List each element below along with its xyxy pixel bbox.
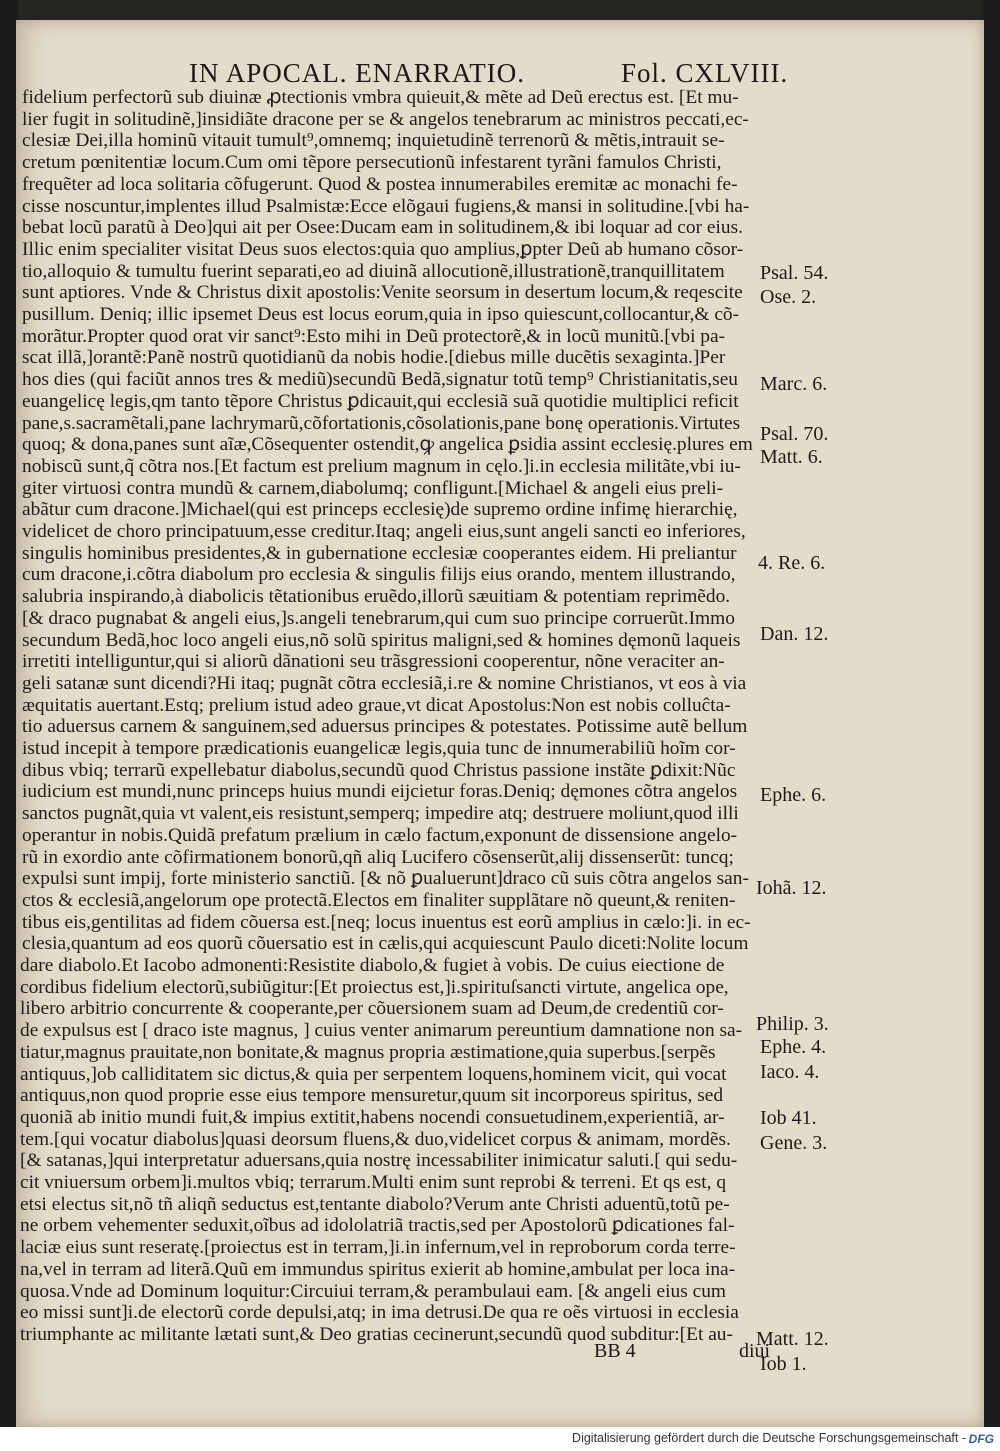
text-line: [& draco pugnabat & angeli eius,]s.angeli tenebrarum,qui cum suo principe corruerũt.Immo (22, 607, 735, 629)
text-line: salubria inspirando,à diabolicis tẽtationibus eruẽdo,illorũ sæuitiam & potentiam reprimẽdo. (22, 586, 731, 608)
text-line: na,vel in terram ad literã.Quũ em immundus spiritus exierit ab homine,ambulat per loca ina- (20, 1258, 736, 1280)
running-title: IN APOCAL. ENARRATIO. (189, 58, 526, 88)
text-line: bebat locũ paratũ à Deo]qui ait per Osee:Ducam eam in solitudinem,& ibi loquar ad cor eius. (22, 217, 743, 239)
text-line: istud incepit à tempore prædicationis euangelicæ legis,quia tunc de innumerabiliũ hoĩm cor- (22, 738, 736, 759)
text-line: scat illã,]orantẽ:Panẽ nostrũ quotidianũ da nobis hodie.[diebus mille ducẽtis sexaginta.]Per (22, 347, 726, 369)
text-line: operantur in nobis.Quidã prefatum prælium in cælo factum,exponunt de dissensione angelo- (22, 824, 738, 846)
text-line: lier fugit in solitudinẽ,]insidiãte dracone per se & angelos tenebrarum ac ministros peccati,ec- (22, 108, 749, 130)
text-line: libero arbitrio concurrente & cooperante,per cõuersionem suam ad Deum,de credentiũ cor- (20, 998, 724, 1020)
margin-note: Iob 1. (760, 1353, 807, 1375)
text-line: Illic enim specialiter visitat Deus suos electos:quia quo amplius,ꝑpter Deũ ab humano cõsor- (22, 238, 744, 260)
text-line: [& satanas,]qui interpretatur aduersans,quia nostrę incessabiliter inimicatur saluti.[ qui sedu- (20, 1150, 738, 1172)
text-line: tio aduersus carnem & sanguinem,sed aduersus principes & potestates. Potissime autẽ bellum (22, 716, 748, 738)
text-line: triumphante ac militante lætati sunt,& Deo gratias cecinerunt,secundũ quod subditur:[Et au- (20, 1323, 733, 1345)
text-line: secundum Bedã,hoc loco angeli eius,nõ solũ spiritus maligni,sed & homines dęmonũ laqueis (22, 629, 741, 651)
text-line: cretum pœnitentiæ locum.Cum omi tẽpore persecutionũ infestarent tyrãni famulos Christi, (22, 152, 722, 174)
text-line: morãtur.Propter quod orat vir sanct⁹:Esto mihi in Deũ protectorẽ,& in locũ munitũ.[vbi pa- (22, 325, 726, 347)
margin-note: Psal. 54. (760, 262, 829, 284)
text-line: quoq; & dona,panes sunt aĩæ,Cõsequenter ostendit,ꝙ angelica ꝑsidia assint ecclesię.plures em (22, 434, 753, 456)
margin-note: Ephe. 4. (760, 1036, 827, 1058)
text-line: singulis hominibus presidentes,& in gubernatione ecclesiæ cooperantes eidem. Hi preliantur (22, 542, 737, 564)
text-line: ne orbem vehementer seduxit,oĩbus ad idololatriã tractis,sed per Apostolorũ ꝑdicationes fal- (20, 1215, 735, 1237)
margin-note: Matt. 12. (756, 1328, 829, 1350)
margin-note: Gene. 3. (760, 1132, 828, 1154)
text-line: cit vniuersum orbem]i.multos vbiq; terrarum.Multi enim sunt reprobi & terreni. Et qs est, q (20, 1172, 727, 1193)
margin-note: Iaco. 4. (760, 1061, 820, 1083)
margin-note: Marc. 6. (760, 373, 828, 395)
catchword: diui (739, 1340, 771, 1362)
scan-frame-top (0, 0, 1000, 22)
text-line: cisse noscuntur,implentes illud Psalmistæ:Ecce elõgaui fugiens,& mansi in solitudine.[vbi ha- (22, 195, 750, 217)
text-line: fidelium perfectorũ sub diuinæ ꝓtectionis vmbra quieuit,& mẽte ad Deũ erectus est. [Et mu- (22, 87, 739, 108)
margin-note: Iob 41. (760, 1107, 817, 1129)
text-line: antiquus,non quod proprie esse eius tempore mensuretur,quum sit incorporeus spiritus, sed (20, 1085, 724, 1107)
margin-note: Matt. 6. (760, 446, 823, 468)
text-line: sanctos pugnãt,quia vt valent,eis resistunt,semperq; impedire atq; destruere moliunt,quod illi (22, 803, 739, 825)
text-line: sunt aptiores. Vnde & Christus dixit apostolis:Venite seorsum in desertum locum,& reqescite (22, 282, 743, 304)
margin-note: Ephe. 6. (760, 784, 827, 806)
text-line: de expulsus est [ draco iste magnus, ] cuius venter animarum pereuntium damnatione non sa- (20, 1020, 743, 1042)
book-page (16, 20, 984, 1427)
text-line: tem.[qui vocatur diabolus]quasi deorsum fluens,& duo,videlicet corpus & animam, mordẽs. (20, 1128, 731, 1150)
text-line: geli satanæ sunt dicendi?Hi itaq; pugnãt cõtra ecclesiã,i.re & nomine Christianos, vt eos à via (22, 672, 747, 694)
text-line: tiatur,magnus prauitate,non bonitate,& magnus propria æstimatione,quia superbus.[serpẽs (20, 1041, 716, 1063)
text-line: giter virtuosi contra mundũ & carnem,diabolumq; confligunt.[Michael & angeli eius preli- (22, 477, 724, 499)
text-line: cum dracone,i.cõtra diabolum pro ecclesia & singulis filijs eius orando, mentem illustrando, (22, 564, 736, 586)
text-line: tio,alloquio & tumultu fuerint separati,eo ad diuinã allocutionẽ,illustrationẽ,tranquillitatem (22, 260, 725, 282)
text-line: dibus vbiq; terrarũ expellebatur diabolus,secundũ quod Christus passione instãte ꝑdixit:Nũc (22, 759, 736, 781)
text-line: pusillum. Deniq; illic ipsemet Deus est locus eorum,quia in ipso quiescunt,collocantur,& cõ- (22, 304, 740, 325)
text-line: irretiti intelliguntur,qui si aliorũ dãnationi seu trãsgressioni cooperentur, nõne veraciter an- (22, 651, 725, 673)
text-line: pane,s.sacramẽtali,pane lachrymarũ,cõfortationis,cõsolationis,pane bonę operationis.Virtutes (22, 412, 741, 434)
text-line: nobiscũ sunt,q̃ cõtra nos.[Et factum est prelium magnum in cęlo.]i.in ecclesia militãte,vbi iu- (22, 455, 741, 477)
text-line: abãtur cum dracone.]Michael(qui est princeps ecclesię)de supremo ordine infimę hierarchię, (22, 499, 738, 521)
text-line: iudicium est mundi,nunc princeps huius mundi eijcietur foras.Deniq; dęmones cõtra angelos (22, 781, 738, 803)
text-line: clesia,quantum ad eos quorũ cõuersatio est in cælis,qui acquiescunt Paulo diceti:Nolite locum (22, 933, 749, 955)
margin-note: 4. Re. 6. (758, 552, 826, 574)
folio-number: Fol. CXLVIII. (621, 58, 789, 88)
text-line: quoniã ab initio mundi fuit,& impius extitit,habens nocendi consuetudinem,experientiã, ar- (20, 1106, 725, 1128)
signature-mark: BB 4 (594, 1340, 636, 1362)
text-line: ctos & ecclesiã,angelorum ope protectã.Electos em finaliter supplãtare nõ queunt,& reniten- (22, 889, 736, 911)
scan-frame-right (983, 0, 1000, 1430)
text-line: tibus eis,gentilitas ad fidem cõuersa est.[neq; locus inuentus est eorũ amplius in cælo:]i. in ec- (22, 911, 751, 933)
text-line: cordibus fidelium electorũ,subiũgitur:[Et proiectus est,]i.spirituſsancti virtute, angelica ope, (20, 976, 729, 998)
text-line: dare diabolo.Et Iacobo admonenti:Resistite diabolo,& fugiet à vobis. De cuius eiectione de (20, 955, 725, 976)
margin-note: Ose. 2. (760, 286, 817, 308)
funding-notice: Digitalisierung gefördert durch die Deutsche Forschungsgemeinschaft - (572, 1431, 966, 1445)
text-line: eo missi sunt]i.de electorũ corde depulsi,atq; in ima detrusi.De qua re oẽs virtuosi in ecclesia (20, 1302, 739, 1324)
margin-note: Iohã. 12. (756, 877, 827, 899)
margin-note: Dan. 12. (760, 623, 829, 645)
text-line: rũ in exordio ante cõfirmationem bonorũ,qñ aliq Lucifero cõsenserũt,alij dissenserũt: tuncq; (22, 846, 734, 868)
text-line: quosa.Vnde ad Dominum loquitur:Circuiui terram,& perambulaui eam. [& angeli eius cum (20, 1280, 726, 1302)
text-line: clesiæ Dei,illa hominũ vitauit tumult⁹,omnemq; inquietudinẽ terrenorũ & mẽtis,intrauit se- (22, 130, 725, 152)
text-line: æquitatis auertant.Estq; prelium istud adeo graue,vt dicat Apostolus:Non est nobis colluĉta- (22, 694, 731, 716)
text-line: frequẽter ad loca solitaria cõfugerunt. Quod & postea innumerabiles eremitæ ac monachi fe- (22, 173, 738, 195)
text-line: videlicet de choro principatuum,esse creditur.Itaq; angeli eius,sunt angeli sancti eo inferiores, (22, 521, 746, 542)
text-line: laciæ eius sunt reseratę.[proiectus est in terram,]i.in infernum,vel in reproborum corda terre- (20, 1237, 736, 1259)
margin-note: Philip. 3. (756, 1013, 829, 1035)
text-line: antiquus,]ob calliditatem sic dictus,& quia per serpentem loquens,hominem vicit, qui vocat (20, 1063, 727, 1085)
text-line: euangelicę legis,qm tanto tẽpore Christus ꝑdicauit,qui ecclesiã suã quotidie multiplici reficit (22, 390, 739, 412)
text-line: etsi electus sit,nõ tñ aliqñ seductus est,tentante diabolo?Verum ante Christi aduentũ,totũ pe- (20, 1193, 730, 1215)
dfg-logo: DFG (968, 1432, 994, 1446)
text-line: hos dies (qui faciũt annos tres & mediũ)secundũ Bedã,signatur totũ temp⁹ Christianitatis,seu (22, 369, 739, 391)
margin-note: Psal. 70. (760, 423, 829, 445)
text-line: expulsi sunt impij, forte ministerio sanctiũ. [& nõ ꝑualuerunt]draco cũ suis cõtra angelos san- (22, 868, 749, 890)
digitization-footer-bar (0, 1427, 1000, 1451)
